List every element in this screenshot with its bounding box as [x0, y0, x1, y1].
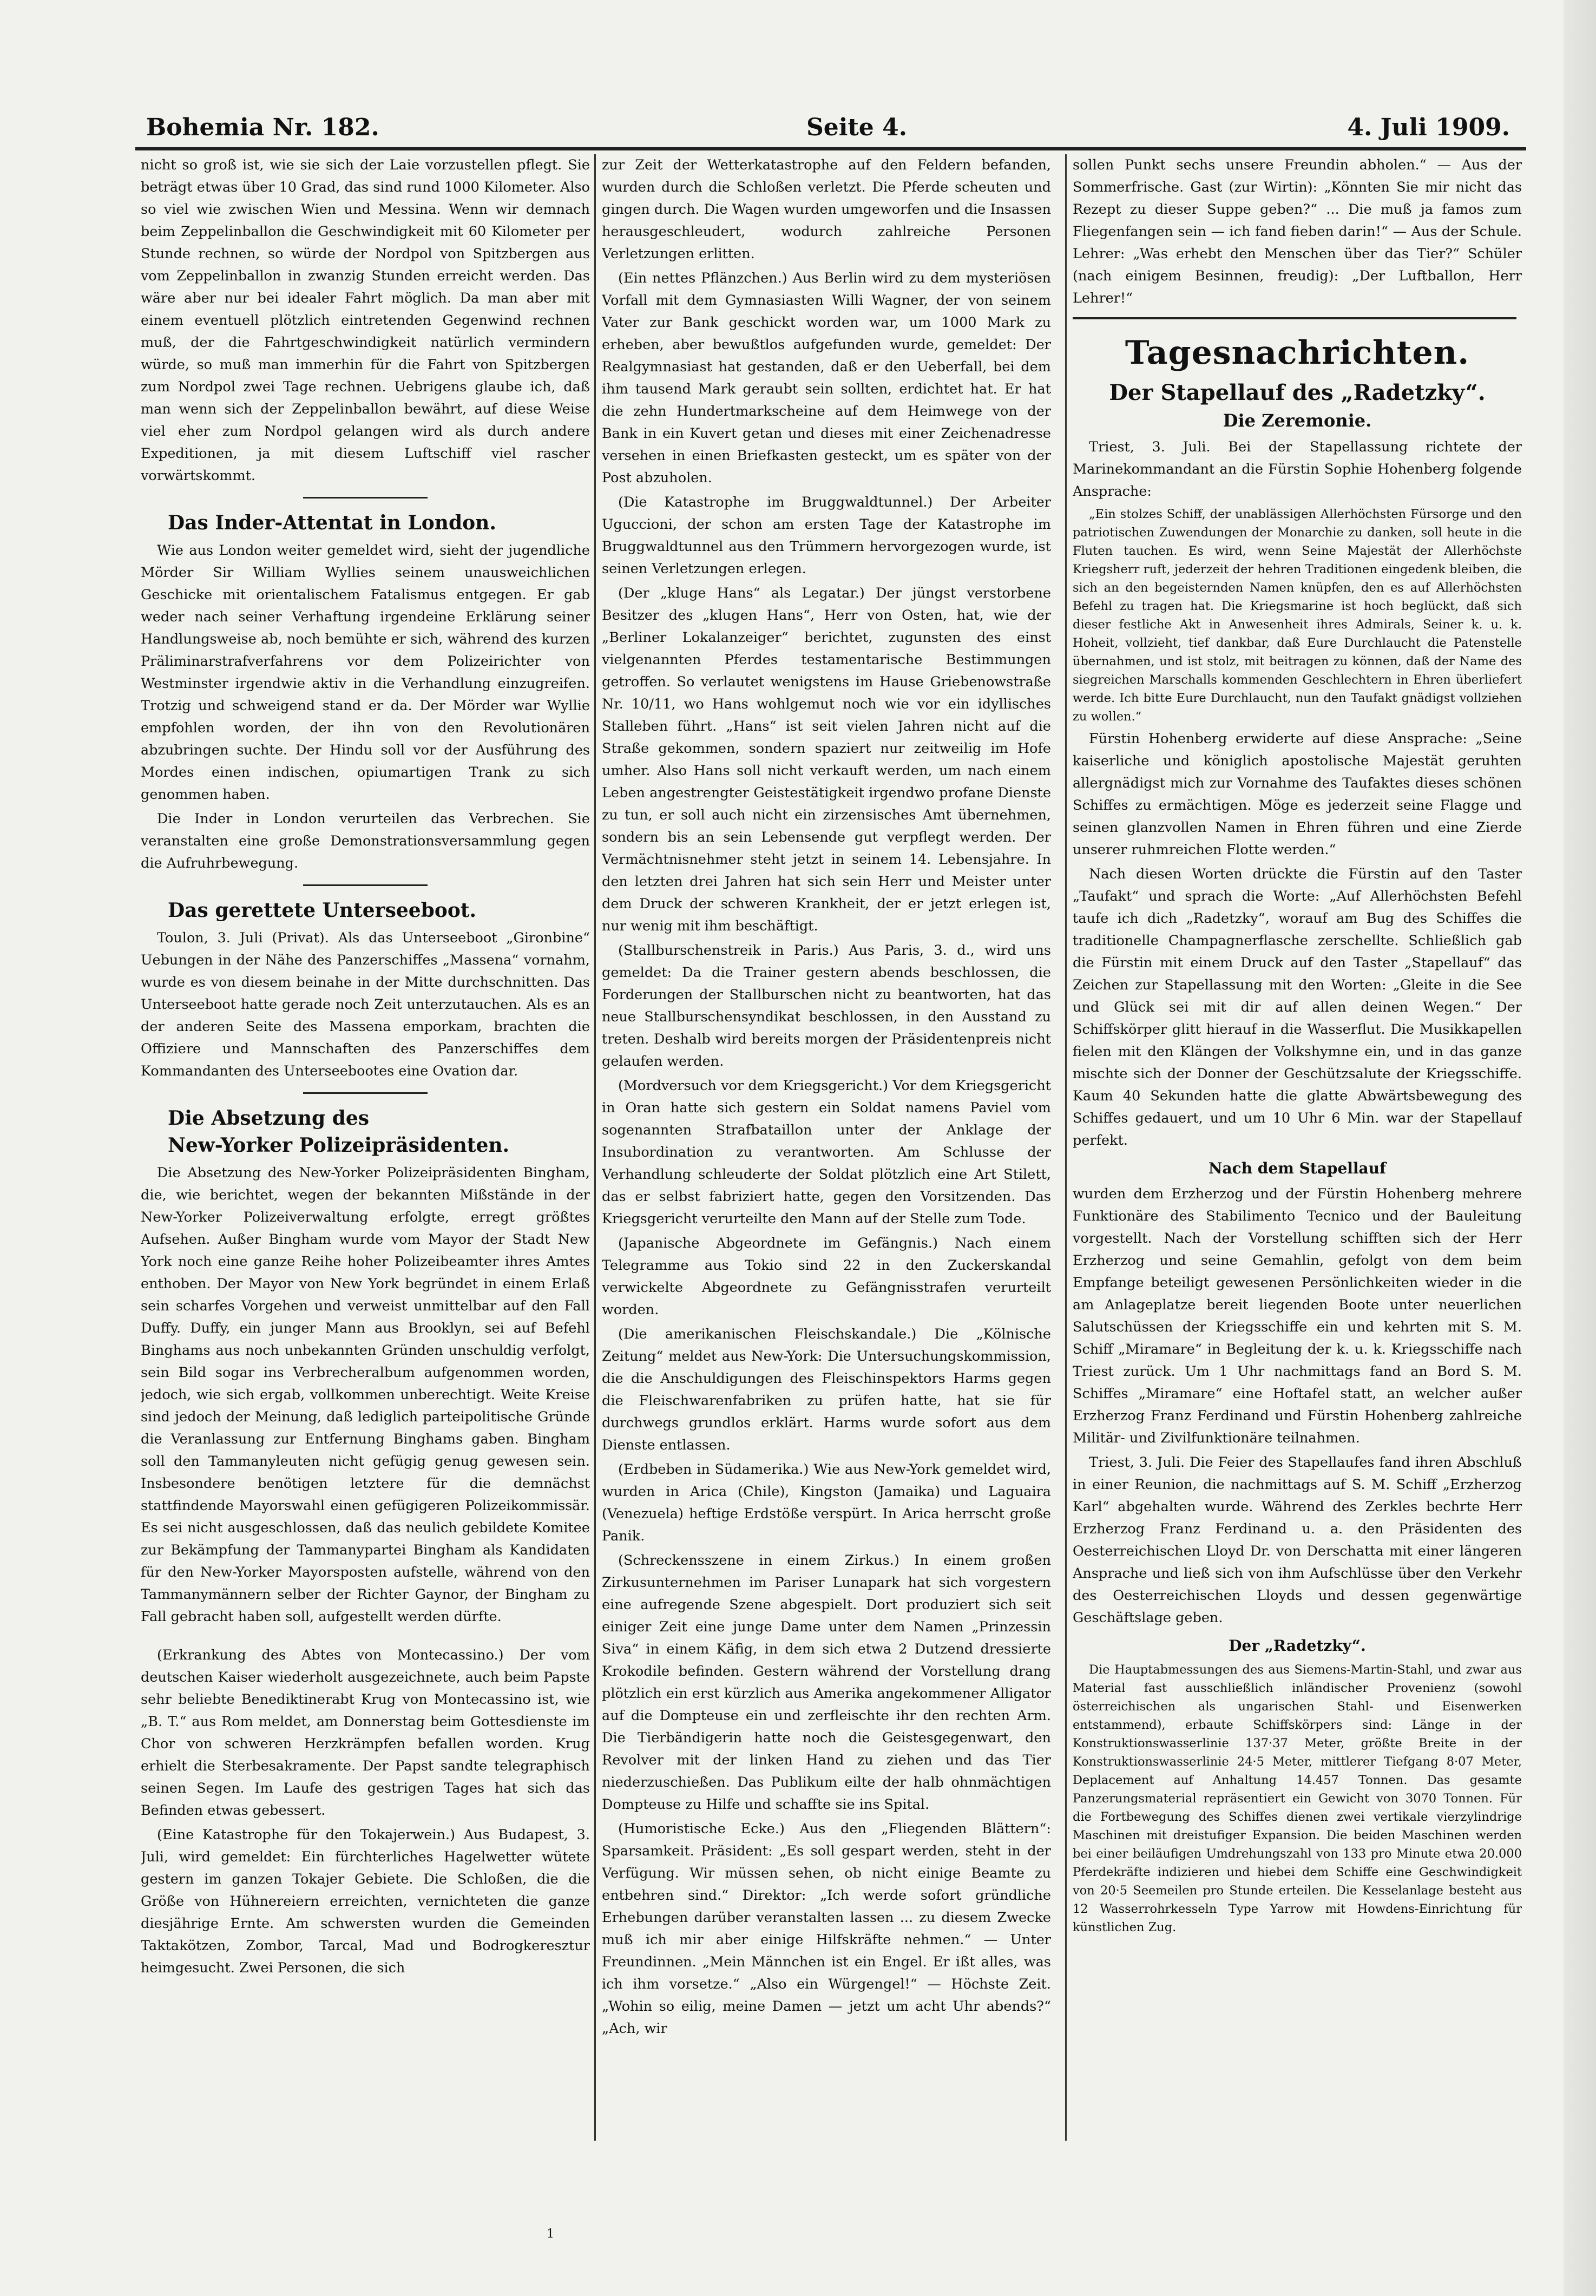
- subheadline: Nach dem Stapellauf: [1208, 1159, 1387, 1177]
- footer-mark: 1: [547, 2227, 554, 2241]
- article-paragraph: zur Zeit der Wetterkatastrophe auf den Feldern befanden, wurden durch die Schloßen verletzt. Die Pferde scheuten und gingen durch. Die Wagen wurden umgeworfen und die Insassen herausgeschleudert, wodurch zahlreiche Personen Verletzungen erlitten.: [602, 157, 1051, 262]
- column-3: [1073, 154, 1522, 2141]
- article-paragraph: (Schreckensszene in einem Zirkus.) In einem großen Zirkusunternehmen im Pariser Lunapark hat sich vorgestern eine aufregende Szene abgespielt. Dort produziert sich seit einiger Zeit eine junge Dame unter dem Namen „Prinzessin Siva“ in einem Käfig, in dem sich etwa 2 Dutzend dressierte Krokodile befinden. Gestern während der Vorstellung drang plötzlich ein erst kürzlich aus Amerika angekommener Alligator auf die Dompteuse ein und zerfleischte ihr den rechten Arm. Die Tierbändigerin hatte noch die Geistesgegenwart, den Revolver mit der linken Hand zu ziehen und das Tier niederzuschießen. Das Publikum eilte der halb ohnmächtigen Dompteuse zu Hilfe und schaffte sie ins Spital.: [602, 1552, 1051, 1813]
- article-paragraph: Nach diesen Worten drückte die Fürstin auf den Taster „Taufakt“ und sprach die Worte: „Auf Allerhöchsten Befehl taufe ich dich „Radetzky“, worauf am Bug des Schiffes die traditionelle Champagnerflasche zerschellte. Schließlich gab die Fürstin mit einem Druck auf den Taster „Stapellauf“ das Zeichen zur Stapellassung mit den Worten: „Gleite in die See und Glück sei mit dir auf allen deinen Wegen.“ Der Schiffskörper glitt hierauf in die Wasserflut. Die Musikkapellen fielen mit den Klängen der Volkshymne ein, und in das ganze mischte sich der Donner der Geschützsalute der Kriegsschiffe. Kaum 40 Sekunden hatte die glatte Abwärtsbewegung des Schiffes gedauert, und um 10 Uhr 6 Min. war der Stapellauf perfekt.: [1073, 866, 1522, 1149]
- page-number: Seite 4.: [806, 114, 908, 141]
- article-paragraph: (Eine Katastrophe für den Tokajerwein.) Aus Budapest, 3. Juli, wird gemeldet: Ein fürchterliches Hagelwetter wütete gestern im ganzen Tokajer Gebiete. Die Schloßen, die die Größe von Hühnereiern erreichten, vernichteten die ganze diesjährige Ernte. Am schwersten wurden die Gemeinden Taktakötzen, Zombor, Tarcal, Mad und Bodrogkeresztur heimgesucht. Zwei Personen, die sich: [141, 1827, 590, 1976]
- article-paragraph: (Erkrankung des Abtes von Montecassino.) Der vom deutschen Kaiser wiederholt ausgezeichnete, auch beim Papste sehr beliebte Benediktinerabt Krug von Montecassino ist, wie „B. T.“ aus Rom meldet, am Donnerstag beim Gottesdienste im Chor von schweren Herzkrämpfen befallen worden. Krug erhielt die Sterbesakramente. Der Papst sandte telegraphisch seinen Segen. Im Laufe des gestrigen Tages hat sich das Befinden etwas gebessert.: [141, 1647, 590, 1819]
- separator: [303, 1092, 428, 1094]
- issue-date: 4. Juli 1909.: [1347, 114, 1510, 141]
- column-2: [602, 154, 1051, 2141]
- separator: [303, 884, 428, 886]
- article-paragraph: Triest, 3. Juli. Die Feier des Stapellaufes fand ihren Abschluß in einer Reunion, die nachmittags auf S. M. Schiff „Erzherzog Karl“ abgehalten wurde. Während des Zerkles bechrte Herr Erzherzog Franz Ferdinand u. a. den Präsidenten des Oesterreichischen Lloyd Dr. von Derschatta mit einer längeren Ansprache und ließ sich von ihm Aufschlüsse über den Verkehr des Oesterreichischen Lloyds und dessen gegenwärtige Geschäftslage geben.: [1073, 1454, 1522, 1626]
- article-paragraph: (Die Katastrophe im Bruggwaldtunnel.) Der Arbeiter Uguccioni, der schon am ersten Tage der Katastrophe im Bruggwaldtunnel aus den Trümmern hervorgezogen wurde, ist seinen Verletzungen erlegen.: [602, 494, 1051, 577]
- article-paragraph: Triest, 3. Juli. Bei der Stapellassung richtete der Marinekommandant an die Fürstin Sophie Hohenberg folgende Ansprache:: [1073, 439, 1522, 500]
- article-paragraph: (Stallburschenstreik in Paris.) Aus Paris, 3. d., wird uns gemeldet: Da die Trainer gestern abends beschlossen, die Forderungen der Stallburschen nicht zu beantworten, hat das neue Stallburschensyndikat beschlossen, in den Ausstand zu treten. Deshalb wird bereits morgen der Präsidentenpreis nicht gelaufen werden.: [602, 942, 1051, 1070]
- headline: New-Yorker Polizeipräsidenten.: [168, 1134, 510, 1157]
- article-paragraph: Wie aus London weiter gemeldet wird, sieht der jugendliche Mörder Sir William Wyllies seinem unausweichlichen Geschicke mit orientalischem Fatalismus entgegen. Er gab weder nach seiner Verhaftung irgendeine Erklärung seiner Handlungsweise ab, noch bemühte er sich, während des kurzen Präliminarstrafverfahrens vor dem Polizeirichter von Westminster irgendwie aktiv in die Verhandlung einzugreifen. Trotzig und schweigend stand er da. Der Mörder war Wyllie empfohlen worden, der ihn von den Revolutionären abzubringen suchte. Der Hindu soll vor der Ausführung des Mordes einen indischen, opiumartigen Trank zu sich genommen haben.: [141, 542, 590, 803]
- header-rule: [135, 147, 1526, 150]
- separator: [303, 497, 428, 498]
- article-paragraph: (Ein nettes Pflänzchen.) Aus Berlin wird zu dem mysteriösen Vorfall mit dem Gymnasiasten Willi Wagner, der von seinem Vater zur Bank geschickt worden war, um 1000 Mark zu erheben, aber bewußtlos aufgefunden wurde, gemeldet: Der Realgymnasiast hat gestanden, daß er den Ueberfall, bei dem ihm tausend Mark geraubt sein sollten, erdichtet hat. Er hat die zehn Hundertmarkscheine auf dem Heimwege von der Bank in ein Kuvert getan und dieses mit einer Zeichenadresse versehen in einen Briefkasten gesteckt, um es später von der Post abzuholen.: [602, 270, 1051, 486]
- article-paragraph: sollen Punkt sechs unsere Freundin abholen.“ — Aus der Sommerfrische. Gast (zur Wirtin): „Könnten Sie mir nicht das Rezept zu dieser Suppe geben?“ ... Die muß ja famos zum Fliegenfangen sein — ich fand fieben darin!“ — Aus der Schule. Lehrer: „Was erhebt den Menschen über das Tier?“ Schüler (nach einigem Besinnen, freudig): „Der Luftballon, Herr Lehrer!“: [1073, 157, 1522, 306]
- article-paragraph: Die Absetzung des New-Yorker Polizeipräsidenten Bingham, die, wie berichtet, wegen der bekannten Mißstände in der New-Yorker Polizeiverwaltung erfolgte, erregt größtes Aufsehen. Außer Bingham wurde vom Mayor der Stadt New York noch eine ganze Reihe hoher Polizeibeamter ihres Amtes enthoben. Der Mayor von New York begründet in einem Erlaß sein scharfes Vorgehen und verweist unmittelbar auf den Fall Duffy. Duffy, ein junger Mann aus Brooklyn, sei auf Befehl Binghams aus noch unbekannten Gründen unschuldig verfolgt, sein Bild sogar ins Verbrecheralbum aufgenommen worden, jedoch, wie sich ergab, vollkommen unberechtigt. Weite Kreise sind jedoch der Meinung, daß lediglich parteipolitische Gründe die Veranlassung zur Entfernung Binghams gaben. Bingham soll den Tammanyleuten nicht gefügig genug gewesen sein. Insbesondere benötigen letztere für die demnächst stattfindende Mayorswahl einen gefügigeren Polizeikommissär. Es sei nicht ausgeschlossen, daß das neulich gebildete Komitee zur Bekämpfung der Tammanypartei Bingham als Kandidaten für den New-Yorker Mayorsposten aufstelle, während von den Tammanymännern selber der Richter Gaynor, der Bingham zu Fall gebracht haben soll, aufgestellt werden dürfte.: [141, 1165, 590, 1625]
- article-paragraph: wurden dem Erzherzog und der Fürstin Hohenberg mehrere Funktionäre des Stabilimento Tecnico und der Bauleitung vorgestellt. Nach der Vorstellung schifften sich der Herr Erzherzog und seine Gemahlin, gefolgt von dem beim Empfange beteiligt gewesenen Persönlichkeiten wieder in die am Anlageplatze bereit liegenden Boote unter neuerlichen Salutschüssen der Kriegsschiffe ein und kehrten mit S. M. Schiff „Miramare“ in Begleitung der k. u. k. Kriegsschiffe nach Triest zurück. Um 1 Uhr nachmittags fand an Bord S. M. Schiffes „Miramare“ eine Hoftafel statt, an welcher außer Erzherzog Franz Ferdinand und Fürstin Hohenberg zahlreiche Militär- und Zivilfunktionäre teilnahmen.: [1073, 1186, 1522, 1446]
- column-divider: [594, 154, 596, 2141]
- article-paragraph: Toulon, 3. Juli (Privat). Als das Unterseeboot „Gironbine“ Uebungen in der Nähe des Panzerschiffes „Massena“ vornahm, wurde es von diesem beinahe in der Mitte durchschnitten. Das Unterseeboot hatte gerade noch Zeit unterzutauchen. Als es an der anderen Seite des Massena emporkam, brachten die Offiziere und Mannschaften des Panzerschiffes dem Kommandanten des Unterseebootes eine Ovation dar.: [141, 930, 590, 1079]
- article-paragraph: Fürstin Hohenberg erwiderte auf diese Ansprache: „Seine kaiserliche und königlich apostolische Majestät geruhten allergnädigst mich zur Vornahme des Taufaktes dieses schönen Schiffes zu ermächtigen. Möge es jederzeit seine Flagge und seinen glanzvollen Namen in Ehren führen und eine Zierde unserer ruhmreichen Flotte werden.“: [1073, 731, 1522, 858]
- headline: Die Absetzung des: [168, 1107, 370, 1130]
- separator: [1073, 317, 1516, 319]
- article-paragraph: (Mordversuch vor dem Kriegsgericht.) Vor dem Kriegsgericht in Oran hatte sich gestern ein Soldat namens Paviel vom sogenannten Strafbataillon unter der Anklage der Insubordination zu verantworten. Am Schlusse der Verhandlung schleuderte der Soldat plötzlich eine Art Stilett, das er selbst fabriziert hatte, gegen den Vorsitzenden. Das Kriegsgericht verurteilte den Mann auf der Stelle zum Tode.: [602, 1078, 1051, 1227]
- article-paragraph: (Erdbeben in Südamerika.) Wie aus New-York gemeldet wird, wurden in Arica (Chile), Kingston (Jamaika) und Laguaira (Venezuela) heftige Erdstöße verspürt. In Arica herrscht große Panik.: [602, 1461, 1051, 1544]
- column-divider: [1065, 154, 1067, 2141]
- article-paragraph: Die Hauptabmessungen des aus Siemens-Martin-Stahl, und zwar aus Material fast ausschließlich inländischer Provenienz (sowohl österreichischen als ungarischen Stahl- und Eisenwerken entstammend), erbaute Schiffskörpers sind: Länge in der Konstruktionswasserlinie 137·37 Meter, größte Breite in der Konstruktionswasserlinie 24·5 Meter, mittlerer Tiefgang 8·07 Meter, Deplacement auf Anhaltung 14.457 Tonnen. Das gesamte Panzerungsmaterial repräsentiert ein Gewicht von 3070 Tonnen. Für die Fortbewegung des Schiffes dienen zwei vertikale vierzylindrige Maschinen mit dreistufiger Expansion. Die beiden Maschinen werden bei einer beiläufigen Umdrehungszahl von 133 pro Minute etwa 20.000 Pferdekräfte indizieren und hiebei dem Schiffe eine Geschwindigkeit von 20·5 Seemeilen pro Stunde erteilen. Die Kesselanlage besteht aus 12 Wasserrohrkesseln Type Yarrow mit Howdens-Einrichtung für künstlichen Zug.: [1073, 1663, 1522, 1934]
- article-paragraph: Die Inder in London verurteilen das Verbrechen. Sie veranstalten eine große Demonstrationsversammlung gegen die Aufruhrbewegung.: [141, 811, 590, 871]
- headline: Das Inder-Attentat in London.: [168, 511, 496, 534]
- subheadline: Die Zeremonie.: [1223, 410, 1372, 431]
- article-paragraph: (Der „kluge Hans“ als Legatar.) Der jüngst verstorbene Besitzer des „klugen Hans“, Herr von Osten, hat, wie der „Berliner Lokalanzeiger“ berichtet, zugunsten des einst vielgenannten Pferdes testamentarische Bestimmungen getroffen. So verlautet wenigstens im Hause Griebenowstraße Nr. 10/11, wo Hans wohlgemut noch wie vor ein idyllisches Stalleben führt. „Hans“ ist seit vielen Jahren nicht auf die Straße gekommen, sondern spaziert nur zeitweilig im Hofe umher. Also Hans soll nicht verkauft werden, um nach einem Leben angestrengter Geistestätigkeit irgendwo profane Dienste zu tun, er soll auch nicht ein zirzensisches Amt übernehmen, sondern bis an sein Lebensende gut verpflegt werden. Der Vermächtnisnehmer steht jetzt in seinem 14. Lebensjahre. In den letzten drei Jahren hat sich sein Herr und Meister unter dem Druck der schweren Krankheit, der er jetzt erlegen ist, nur wenig mit ihm beschäftigt.: [602, 585, 1051, 934]
- column-1: [141, 154, 590, 2141]
- article-paragraph: (Die amerikanischen Fleischskandale.) Die „Kölnische Zeitung“ meldet aus New-York: Die Untersuchungskommission, die die Anschuldigungen des Fleischinspektors Harms gegen die Fleischwarenfabriken zu prüfen hatte, hat sie für durchwegs grundlos erklärt. Harms wurde sofort aus dem Dienste entlassen.: [602, 1326, 1051, 1453]
- subheadline: Der „Radetzky“.: [1229, 1637, 1366, 1655]
- headline: Das gerettete Unterseeboot.: [168, 899, 477, 922]
- article-paragraph: „Ein stolzes Schiff, der unablässigen Allerhöchsten Fürsorge und den patriotischen Zuwendungen der Monarchie zu danken, soll heute in die Fluten tauchen. Es wird, wenn Seine Majestät der Allerhöchste Kriegsherr ruft, jederzeit der hehren Traditionen eingedenk bleiben, die sich an den begeisternden Namen knüpfen, den es auf Allerhöchsten Befehl zu tragen hat. Die Kriegsmarine ist hoch beglückt, daß sich dieser festliche Akt in Anwesenheit ihres Admirals, Seiner k. u. k. Hoheit, vollzieht, tief dankbar, daß Eure Durchlaucht die Patenstelle übernahmen, und ist stolz, mit beitragen zu können, daß der Name des siegreichen Marschalls kommenden Geschlechtern in Ehren überliefert werde. Ich bitte Eure Durchlaucht, nun den Taufakt gnädigst vollziehen zu wollen.“: [1073, 507, 1522, 724]
- headline: Der Stapellauf des „Radetzky“.: [1109, 380, 1486, 405]
- page-header: [135, 103, 1526, 146]
- page-edge: [1564, 0, 1596, 2296]
- section-title: Tagesnachrichten.: [1125, 334, 1470, 372]
- article-paragraph: (Japanische Abgeordnete im Gefängnis.) Nach einem Telegramme aus Tokio sind 22 in den Zuckerskandal verwickelte Abgeordnete zu Gefängnisstrafen verurteilt worden.: [602, 1235, 1051, 1318]
- publication-name: Bohemia Nr. 182.: [146, 114, 379, 141]
- article-paragraph: nicht so groß ist, wie sie sich der Laie vorzustellen pflegt. Sie beträgt etwas über 10 Grad, das sind rund 1000 Kilometer. Also so viel wie zwischen Wien und Messina. Wenn wir demnach beim Zeppelinballon die Geschwindigkeit mit 60 Kilometer per Stunde rechnen, so würde der Nordpol von Spitzbergen aus vom Zeppelinballon in zwanzig Stunden erreicht werden. Das wäre aber nur bei idealer Fahrt möglich. Da man aber mit einem eventuell plötzlich eintretenden Gegenwind rechnen muß, der die Fahrtgeschwindigkeit natürlich vermindern würde, so muß man immerhin für die Fahrt von Spitzbergen zum Nordpol zwei Tage rechnen. Uebrigens glaube ich, daß man wenn sich der Zeppelinballon bewährt, auf diese Weise viel eher zum Nordpol gelangen wird als durch andere Expeditionen, ja mit diesem Luftschiff viel rascher vorwärtskommt.: [141, 157, 590, 484]
- article-paragraph: (Humoristische Ecke.) Aus den „Fliegenden Blättern“: Sparsamkeit. Präsident: „Es soll gespart werden, steht in der Verfügung. Wir müssen sehen, ob nicht einige Beamte zu entbehren sind.“ Direktor: „Ich werde sofort gründliche Erhebungen darüber veranstalten lassen ... zu diesem Zwecke muß ich mir aber einige Hilfskräfte nehmen.“ — Unter Freundinnen. „Mein Männchen ist ein Engel. Er ißt alles, was ich ihm vorsetze.“ „Also ein Würgengel!“ — Höchste Zeit. „Wohin so eilig, meine Damen — jetzt um acht Uhr abends?“ „Ach, wir: [602, 1821, 1051, 2037]
